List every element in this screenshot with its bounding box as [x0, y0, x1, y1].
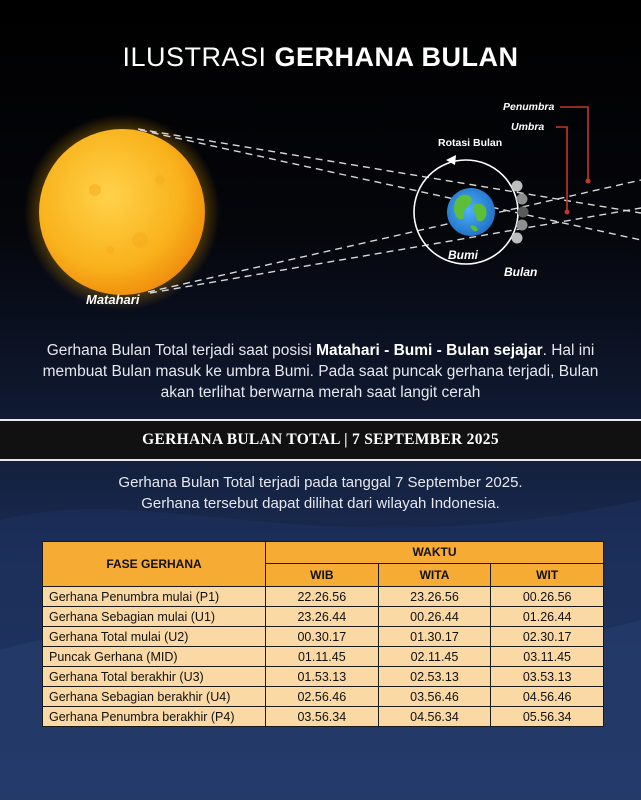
earth	[447, 188, 495, 236]
eclipse-schedule-table	[42, 541, 604, 727]
moon-label: Bulan	[504, 265, 538, 279]
phase-cell: Gerhana Penumbra berakhir (P4)	[43, 707, 266, 727]
phase-header: FASE GERHANA	[43, 542, 266, 587]
time-cell: 04.56.34	[378, 707, 491, 727]
phase-cell: Puncak Gerhana (MID)	[43, 647, 266, 667]
phase-cell: Gerhana Sebagian mulai (U1)	[43, 607, 266, 627]
phase-cell: Gerhana Total mulai (U2)	[43, 627, 266, 647]
time-cell: 23.26.56	[378, 587, 491, 607]
phase-cell: Gerhana Sebagian berakhir (U4)	[43, 687, 266, 707]
time-cell: 02.30.17	[491, 627, 604, 647]
table-row	[43, 707, 604, 727]
earth-label: Bumi	[448, 248, 478, 262]
time-header: WAKTU	[266, 542, 604, 564]
time-cell: 02.53.13	[378, 667, 491, 687]
table-row	[43, 667, 604, 687]
time-cell: 03.53.13	[491, 667, 604, 687]
time-cell: 00.30.17	[266, 627, 379, 647]
zone-header-wita: WITA	[378, 563, 491, 586]
info-text	[40, 472, 601, 514]
umbra-label: Umbra	[511, 121, 545, 133]
table-row	[43, 687, 604, 707]
description	[40, 340, 601, 403]
penumbra-label: Penumbra	[503, 101, 555, 113]
zone-header-wit: WIT	[491, 563, 604, 586]
sun	[39, 129, 205, 295]
time-cell: 01.26.44	[491, 607, 604, 627]
table-row	[43, 607, 604, 627]
phase-cell: Gerhana Total berakhir (U3)	[43, 667, 266, 687]
title-light: ILUSTRASI	[122, 42, 267, 72]
sun-label: Matahari	[86, 292, 140, 307]
time-cell: 03.56.46	[378, 687, 491, 707]
time-cell: 01.11.45	[266, 647, 379, 667]
time-cell: 05.56.34	[491, 707, 604, 727]
phase-cell: Gerhana Penumbra mulai (P1)	[43, 587, 266, 607]
time-cell: 04.56.46	[491, 687, 604, 707]
time-cell: 01.53.13	[266, 667, 379, 687]
time-cell: 01.30.17	[378, 627, 491, 647]
time-cell: 02.11.45	[378, 647, 491, 667]
description-bold: Matahari - Bumi - Bulan sejajar	[316, 342, 543, 359]
time-cell: 03.56.34	[266, 707, 379, 727]
time-cell: 23.26.44	[266, 607, 379, 627]
time-cell: 22.26.56	[266, 587, 379, 607]
table-row	[43, 647, 604, 667]
moon-positions	[512, 181, 529, 244]
title-bold: GERHANA BULAN	[274, 42, 519, 72]
table-row	[43, 627, 604, 647]
info-line-1: Gerhana Bulan Total terjadi pada tanggal 7 September 2025.	[118, 474, 523, 491]
eclipse-diagram	[0, 0, 641, 330]
time-cell: 00.26.44	[378, 607, 491, 627]
table-row	[43, 587, 604, 607]
description-text-1: Gerhana Bulan Total terjadi saat posisi	[46, 342, 317, 359]
time-cell: 02.56.46	[266, 687, 379, 707]
section-band	[0, 419, 641, 461]
zone-header-wib: WIB	[266, 563, 379, 586]
rotation-label: Rotasi Bulan	[438, 137, 503, 149]
band-title: GERHANA BULAN TOTAL | 7 SEPTEMBER 2025	[142, 431, 499, 448]
info-line-2: Gerhana tersebut dapat dilihat dari wilayah Indonesia.	[141, 495, 500, 512]
time-cell: 00.26.56	[491, 587, 604, 607]
time-cell: 03.11.45	[491, 647, 604, 667]
description-text-2: . Hal ini membuat Bulan masuk ke umbra Bumi. Pada saat puncak gerhana terjadi, Bulan akan terlihat berwarna merah saat langit cerah	[42, 342, 599, 401]
